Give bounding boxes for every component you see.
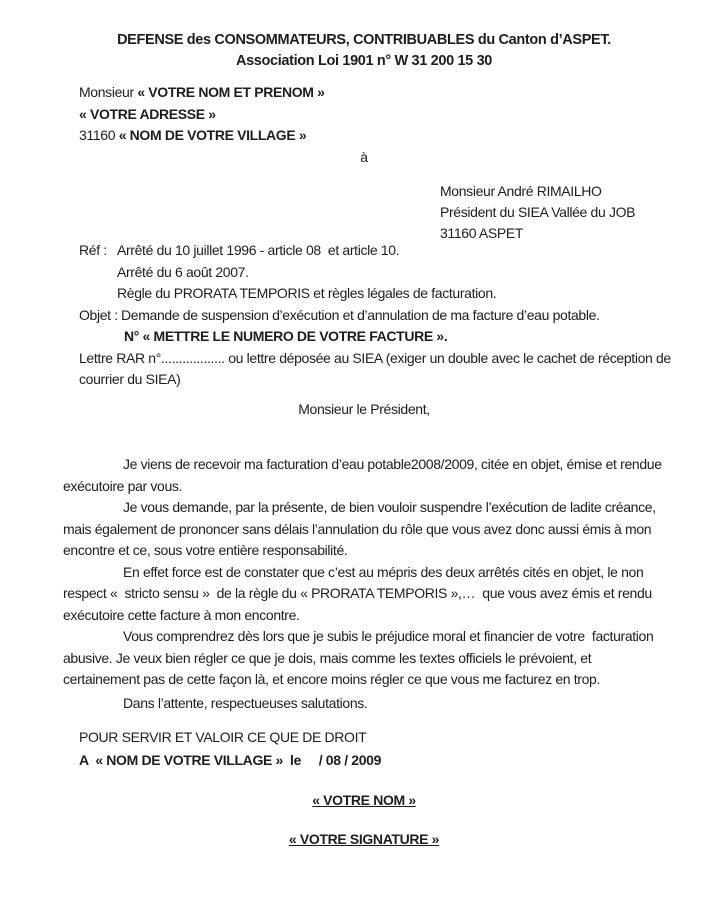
ref-label: Réf : [79, 242, 107, 258]
paragraph-4-line-1: Vous comprendrez dès lors que je subis le préjudice moral et financier de votre facturation [123, 628, 654, 644]
paragraph-1-line-1: Je viens de recevoir ma facturation d’eau potable2008/2009, citée en objet, émise et rendue [123, 456, 662, 472]
signature-sign-placeholder: « VOTRE SIGNATURE » [288, 831, 440, 847]
association-title: DEFENSE des CONSOMMATEURS, CONTRIBUABLES du Canton d’ASPET. [117, 32, 611, 48]
paragraph-2 [63, 497, 728, 562]
paragraph-1-line-2: exécutoire par vous. [63, 477, 183, 494]
letter-body [63, 454, 728, 691]
sender-city-line [79, 125, 728, 147]
date-line: A « NOM DE VOTRE VILLAGE » le / 08 / 2009 [79, 752, 382, 768]
recipient-name: Monsieur André RIMAILHO [440, 183, 602, 199]
recipient-title: Président du SIEA Vallée du JOB [440, 204, 636, 220]
sender-village-placeholder: « NOM DE VOTRE VILLAGE » [118, 127, 307, 143]
paragraph-4-line-2: abusive. Je veux bien régler ce que je dois, mais comme les textes officiels le prévoient, et [63, 649, 592, 666]
facture-number-placeholder: N° « METTRE LE NUMERO DE VOTRE FACTURE ». [124, 328, 448, 344]
paragraph-3-line-1: En effet force est de constater que c’est au mépris des deux arrêtés cités en objet, le non [123, 563, 644, 580]
paragraph-4 [63, 626, 728, 691]
sender-name-placeholder: « VOTRE NOM ET PRENOM » [137, 84, 325, 100]
rar-line-2: courrier du SIEA) [79, 371, 181, 387]
sender-address-placeholder: « VOTRE ADRESSE » [79, 105, 216, 122]
closing-line: Dans l’attente, respectueuses salutations. [123, 694, 368, 711]
sender-block [79, 82, 728, 147]
ref-line-1 [79, 240, 728, 262]
association-registration: Association Loi 1901 n° W 31 200 15 30 [235, 53, 493, 69]
paragraph-2-line-3: encontre et ce, sous votre entière responsabilité. [63, 542, 348, 558]
association-header [0, 30, 728, 72]
ref-arrete-1996: Arrêté du 10 juillet 1996 - article 08 et article 10. [117, 242, 400, 258]
ref-regle-prorata: Règle du PRORATA TEMPORIS et règles légales de facturation. [117, 285, 497, 301]
legal-line: POUR SERVIR ET VALOIR CE QUE DE DROIT [79, 729, 367, 745]
to-marker: à [360, 148, 368, 165]
rar-line-1: Lettre RAR n°.................. ou lettre déposée au SIEA (exiger un double avec le cachet de réception de [79, 349, 671, 366]
sender-salutation-prefix: Monsieur [79, 84, 138, 100]
paragraph-3-line-3: exécutoire cette facture à mon encontre. [63, 606, 300, 623]
sender-postal-prefix: 31160 [79, 127, 119, 143]
sender-name-line [79, 82, 728, 104]
paragraph-2-line-2: mais également de prononcer sans délais l’annulation du rôle que vous avez donc aussi émis à mon [63, 520, 652, 537]
paragraph-3 [63, 562, 728, 627]
paragraph-2-line-1: Je vous demande, par la présente, de bien vouloir suspendre l’exécution de ladite créance, [123, 499, 656, 515]
paragraph-3-line-2: respect « stricto sensu » de la règle du « PRORATA TEMPORIS »,… que vous avez émis et rendu [63, 585, 652, 601]
objet-line [79, 305, 728, 327]
recipient-block [440, 181, 728, 244]
reference-block [79, 240, 728, 391]
salutation: Monsieur le Président, [298, 400, 430, 417]
ref-arrete-2007: Arrêté du 6 août 2007. [117, 263, 249, 280]
signature-name-placeholder: « VOTRE NOM » [312, 792, 416, 808]
recipient-city: 31160 ASPET [440, 225, 524, 241]
paragraph-1 [63, 454, 728, 497]
objet-text: Demande de suspension d’exécution et d’annulation de ma facture d’eau potable. [121, 306, 600, 323]
paragraph-4-line-3: certainement pas de cette façon là, et encore moins régler ce que vous me facturez en trop. [63, 671, 601, 687]
objet-label: Objet : [79, 306, 118, 323]
